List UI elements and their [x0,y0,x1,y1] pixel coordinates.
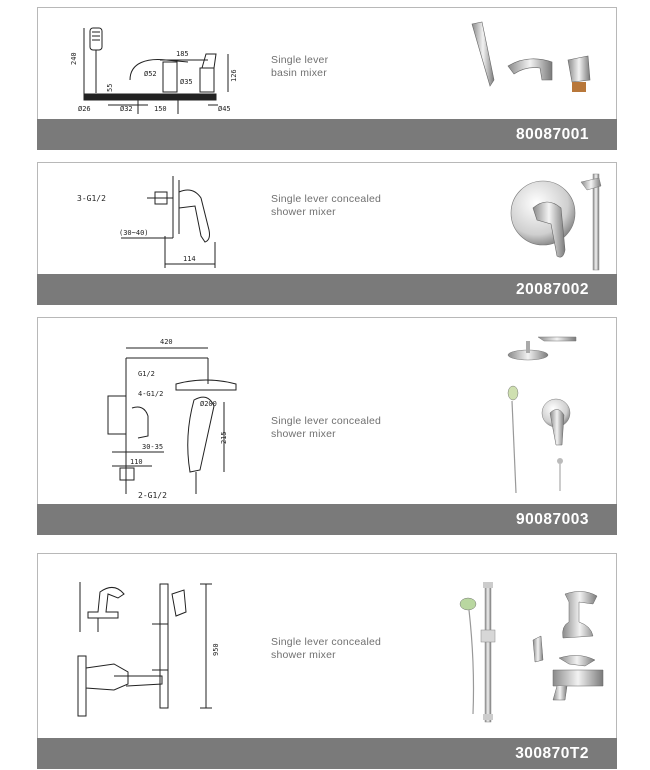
technical-drawing-4 [68,572,258,732]
dim-phi200: Ø200 [200,400,217,408]
dim-phi32: Ø32 [120,105,133,113]
product-description-3 [271,415,381,441]
product-code-bar-1: 80087001 [37,119,617,150]
dim-185: 185 [176,50,189,58]
dim-215: 215 [220,431,228,444]
product-photo-3 [498,323,588,498]
dim-3-g1-2: 3-G1/2 [77,194,106,203]
product-description-2 [271,193,381,219]
technical-drawing-3 [68,326,258,511]
desc-line: Single lever [271,54,329,66]
dim-114: 114 [183,255,196,263]
product-description-4 [271,636,381,662]
dim-30-40: (30~40) [119,229,149,237]
desc-line: Single lever concealed [271,636,382,648]
dim-4-g1-2: 4-G1/2 [138,390,164,398]
dim-phi26: Ø26 [78,105,91,113]
dim-950: 950 [212,643,220,656]
product-photo-2 [503,168,623,273]
dim-phi45: Ø45 [218,105,231,113]
desc-line: Single lever concealed [271,415,382,427]
desc-line: Single lever concealed [271,193,382,205]
product-card-3 [37,317,617,535]
desc-line: shower mixer [271,649,336,661]
product-code-bar-2: 20087002 [37,274,617,305]
technical-drawing-2 [73,168,253,273]
desc-line: shower mixer [271,428,336,440]
dim-126: 126 [230,69,238,82]
dim-30-35: 30-35 [142,443,164,451]
dim-2-g1-2: 2-G1/2 [138,491,167,500]
product-code-bar-4: 300870T2 [37,738,617,769]
technical-drawing-1 [68,18,268,123]
dim-phi52: Ø52 [144,70,157,78]
dim-110: 110 [130,458,143,466]
desc-line: basin mixer [271,67,327,79]
dim-420: 420 [160,338,173,346]
desc-line: shower mixer [271,206,336,218]
product-code-bar-3: 90087003 [37,504,617,535]
product-photo-1 [468,20,608,110]
dim-phi35: Ø35 [180,78,193,86]
product-description-1 [271,54,328,80]
dim-150: 150 [154,105,167,113]
product-photo-4 [453,574,613,734]
dim-55: 55 [106,83,114,92]
dim-240: 240 [70,52,78,65]
product-card-4 [37,553,617,769]
product-card-1 [37,7,617,150]
product-card-2 [37,162,617,305]
dim-g1-2: G1/2 [138,370,155,378]
